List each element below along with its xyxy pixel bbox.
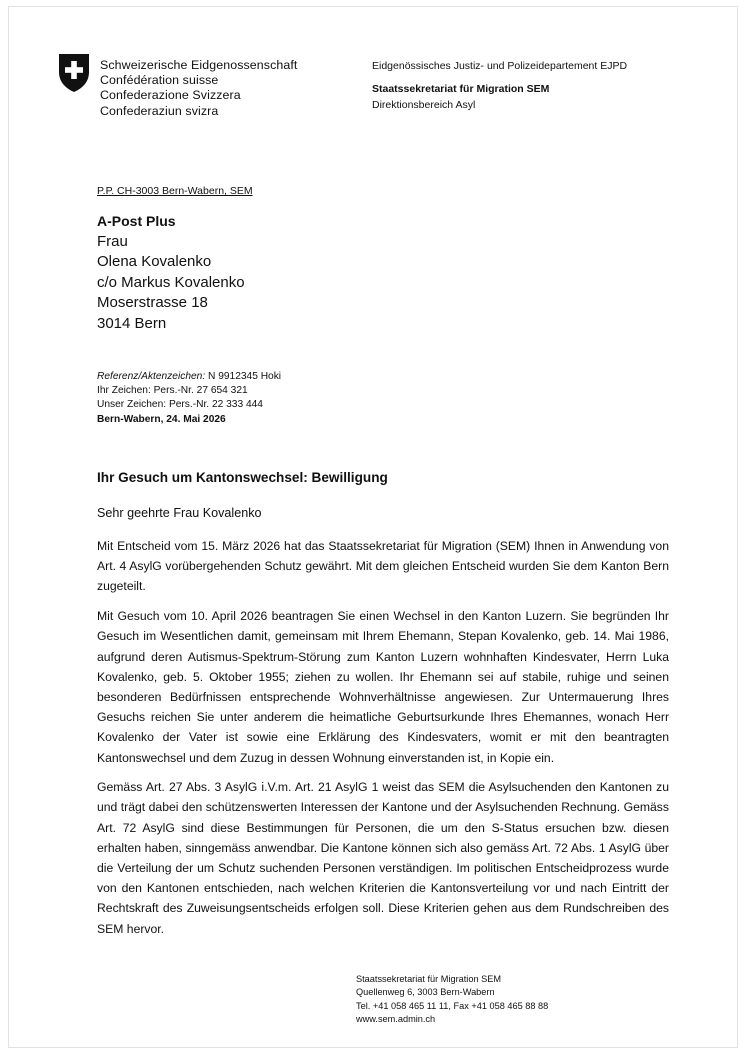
federation-name-de: Schweizerische Eidgenossenschaft [100, 58, 298, 72]
recipient-title: Frau [97, 232, 128, 250]
place-date: Bern-Wabern, 24. Mai 2026 [97, 413, 226, 425]
reference-line: Referenz/Aktenzeichen: N 9912345 Hoki [97, 371, 282, 382]
footer-org: Staatssekretariat für Migration SEM [356, 974, 502, 984]
reference-block [97, 370, 281, 427]
secretariat-name: Staatssekretariat für Migration SEM [372, 83, 550, 95]
letter-subject: Ihr Gesuch um Kantonswechsel: Bewilligung [97, 470, 388, 485]
recipient-street: Moserstrasse 18 [97, 294, 208, 311]
your-reference-line: Ihr Zeichen: Pers.-Nr. 27 654 321 [97, 385, 248, 397]
division-name: Direktionsbereich Asyl [372, 99, 476, 111]
body-paragraph: Mit Gesuch vom 10. April 2026 beantragen Sie einen Wechsel in den Kanton Luzern. Sie begründen Ihr Gesuch im Wesentlichen damit, gemeinsam mit Ihrem Ehemann, Stepan Kovalenko, geb. 14. Mai 1986, aufgrund deren Autismus-Spektrum-Störung zum Kanton Luzern wohnhaften Kindesvater, Herrn Luka Kovalenko, geb. 5. Oktober 1955; ziehen zu wollen. Ihr Ehemann sei auf stabile, ruhige und seinen besonderen Bedürfnissen entsprechende Wohnverhältnisse angewiesen. Zur Untermauerung Ihres Gesuchs reichen Sie unter anderem die heimatliche Geburtsurkunde Ihres Ehemannes, wonach Herr Kovalenko der Vater ist sowie eine Erklärung des Kindesvaters, womit er mit den beantragten Kantonswechsel und dem Zuzug in dessen Wohnung einverstanden ist, in Kopie ein. [97, 609, 669, 765]
recipient-name: Olena Kovalenko [97, 253, 212, 270]
postal-line: P.P. CH-3003 Bern-Wabern, SEM [97, 185, 253, 197]
federation-name-it: Confederazione Svizzera [100, 88, 241, 103]
department-block [372, 60, 627, 112]
footer-website-link[interactable]: www.sem.admin.ch [356, 1014, 436, 1025]
our-reference-line: Unser Zeichen: Pers.-Nr. 22 333 444 [97, 399, 263, 411]
footer-address: Quellenweg 6, 3003 Bern-Wabern [356, 987, 495, 998]
footer-contact [356, 973, 548, 1027]
federation-names [100, 58, 297, 119]
federation-name-rm: Confederaziun svizra [100, 103, 219, 118]
footer-phone: Tel. +41 058 465 11 11, Fax +41 058 465 88 88 [356, 1000, 549, 1011]
post-type: A-Post Plus [97, 213, 176, 229]
body-paragraph: Gemäss Art. 27 Abs. 3 AsylG i.V.m. Art. 21 AsylG 1 weist das SEM die Asylsuchenden den Kantonen zu und trägt dabei den schützenswerten Interessen der Kantone und der Asylsuchenden Rechnung. Gemäss Art. 72 AsylG sind diese Bestimmungen für Personen, die um den S-Status ersuchen bzw. diesen erhalten haben, sinngemäss anwendbar. Die Kantone können sich also gemäss Art. 72 Abs. 1 AsylG über die Verteilung der um Schutz suchenden Personen verständigen. Im politischen Entscheidprozess wurde von den Kantonen entschieden, nach welchen Kriterien die Kantonsverteilung vor und nach Eintritt der Rechtskraft des Zuweisungsentscheids erfolgen soll. Diese Kriterien gehen aus dem Rundschreiben des SEM hervor. [97, 780, 669, 936]
letter-body [97, 536, 669, 948]
recipient-care-of: c/o Markus Kovalenko [97, 273, 245, 291]
letter-page [8, 6, 738, 1048]
recipient-address [97, 211, 245, 334]
recipient-city: 3014 Bern [97, 314, 167, 332]
department-name: Eidgenössisches Justiz- und Polizeidepartement EJPD [372, 60, 628, 72]
swiss-coat-of-arms-icon [57, 52, 91, 94]
body-paragraph: Mit Entscheid vom 15. März 2026 hat das Staatssekretariat für Migration (SEM) Ihnen in Anwendung von Art. 4 AsylG vorübergehenden Schutz gewährt. Mit dem gleichen Entscheid wurden Sie dem Kanton Bern zugeteilt. [97, 539, 669, 594]
federation-name-fr: Confédération suisse [100, 73, 219, 88]
salutation: Sehr geehrte Frau Kovalenko [97, 506, 262, 520]
